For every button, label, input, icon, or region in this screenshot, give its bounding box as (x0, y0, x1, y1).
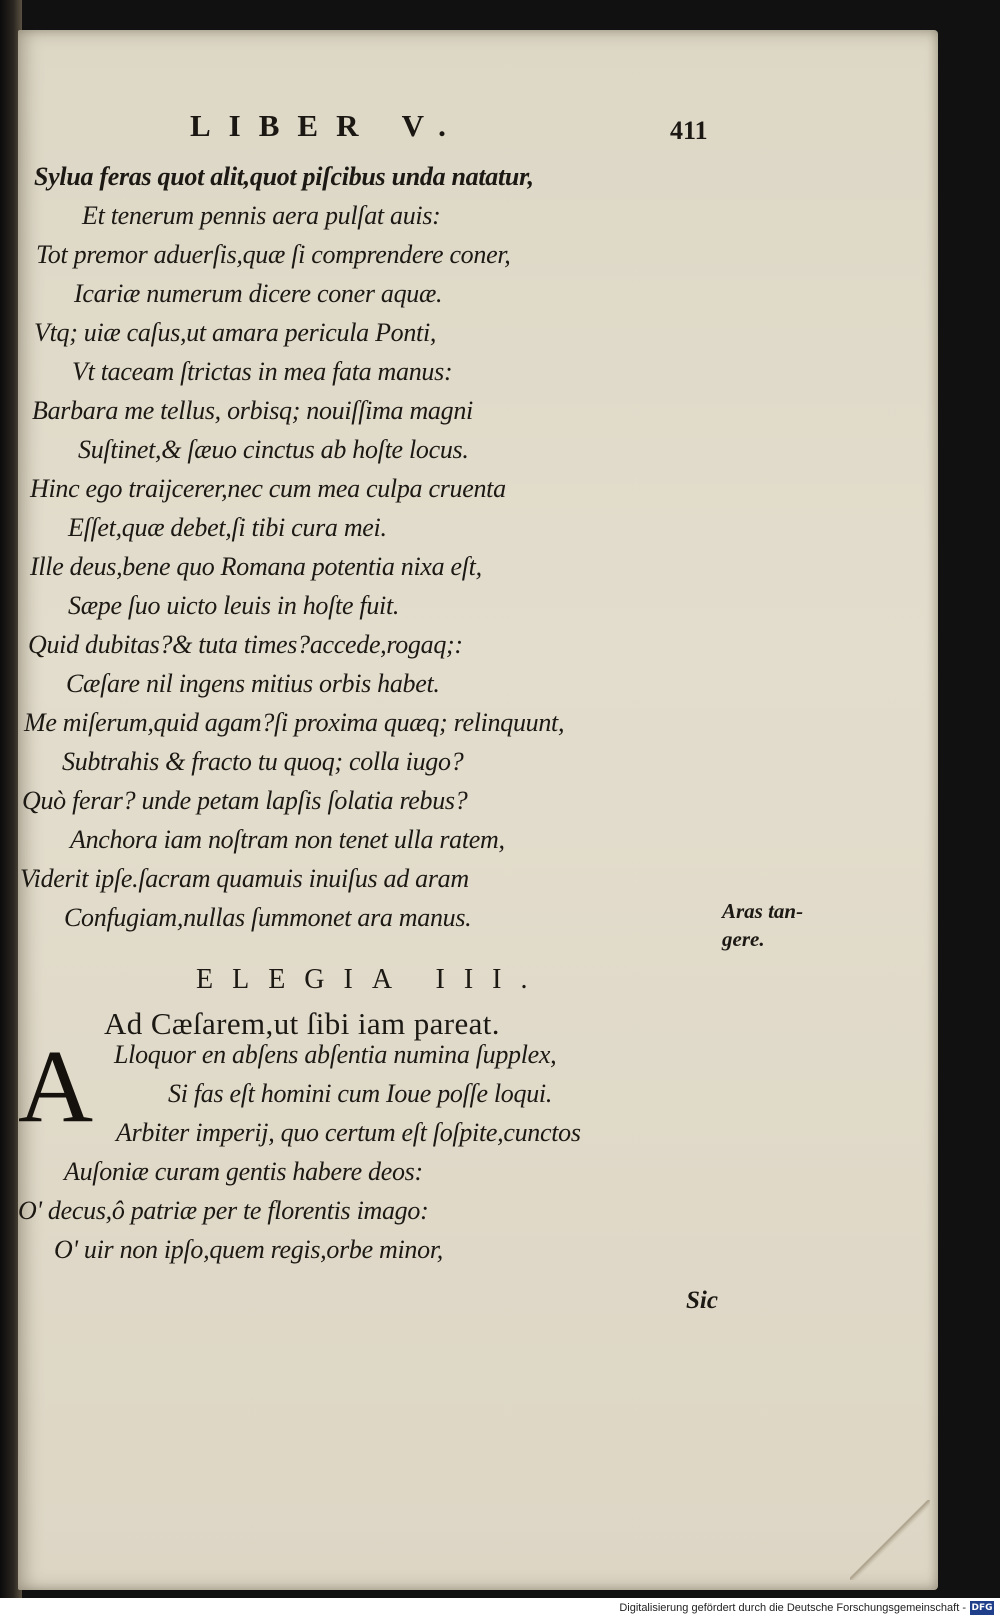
verse-line: Confugiam,nullas ſummonet ara manus. (64, 903, 472, 932)
verse-line: Barbara me tellus, orbisq; nouiſſima magni (32, 396, 473, 425)
verse-line: Quid dubitas?& tuta times?accede,rogaq;: (28, 630, 463, 659)
verse-line: Suſtinet,& ſæuo cinctus ab hoſte locus. (78, 435, 469, 464)
drop-capital: A (18, 1029, 94, 1144)
verse-line: Vtq; uiæ caſus,ut amara pericula Ponti, (34, 318, 437, 347)
verse-line: Si fas eſt homini cum Ioue poſſe loqui. (168, 1079, 553, 1108)
marginal-note-line: Aras tan- (722, 899, 804, 923)
funding-credit: Digitalisierung gefördert durch die Deutsche Forschungsgemeinschaft - (619, 1602, 966, 1614)
dfg-logo: DFG (971, 1603, 993, 1613)
page-corner-crease (850, 1500, 930, 1580)
elegia-subtitle: Ad Cæſarem,ut ſibi iam pareat. (104, 1006, 500, 1041)
verse-line: Anchora iam noſtram non tenet ulla ratem, (70, 825, 505, 854)
verse-line: Ille deus,bene quo Romana potentia nixa eſt, (30, 552, 482, 581)
verse-line: Lloquor en abſens abſentia numina ſupplex, (114, 1040, 557, 1069)
catchword: Sic (686, 1287, 718, 1314)
verse-line: O' decus,ô patriæ per te florentis imago: (18, 1196, 429, 1225)
verse-line: O' uir non ipſo,quem regis,orbe minor, (54, 1235, 443, 1264)
elegia-heading: ELEGIA III. (196, 964, 547, 995)
running-head: LIBER V. (190, 108, 464, 143)
verse-line: Vt taceam ſtrictas in mea fata manus: (72, 357, 453, 386)
verse-line: Tot premor aduerſis,quæ ſi comprendere coner, (36, 240, 511, 269)
verse-line: Viderit ipſe.ſacram quamuis inuiſus ad aram (20, 864, 469, 893)
verse-line: Hinc ego traijcerer,nec cum mea culpa cruenta (30, 474, 506, 503)
verse-line: Subtrahis & fracto tu quoq; colla iugo? (62, 747, 464, 776)
verse-line: Auſoniæ curam gentis habere deos: (64, 1157, 423, 1186)
verse-line: Sæpe ſuo uicto leuis in hoſte fuit. (68, 591, 400, 620)
verse-line: Arbiter imperij, quo certum eſt ſoſpite,cunctos (116, 1118, 581, 1147)
marginal-note (722, 897, 803, 953)
verse-line: Sylua feras quot alit,quot piſcibus unda natatur, (34, 162, 534, 191)
verse-line: Eſſet,quæ debet,ſi tibi cura mei. (68, 513, 387, 542)
marginal-note-line: gere. (722, 927, 765, 951)
folio-number: 411 (670, 116, 708, 145)
verse-line: Me miſerum,quid agam?ſi proxima quæq; relinquunt, (24, 708, 565, 737)
verse-line: Et tenerum pennis aera pulſat auis: (82, 201, 441, 230)
verse-line: Quò ferar? unde petam lapſis ſolatia rebus? (22, 786, 468, 815)
verse-line: Cæſare nil ingens mitius orbis habet. (66, 669, 440, 698)
verse-line: Icariæ numerum dicere coner aquæ. (74, 279, 443, 308)
